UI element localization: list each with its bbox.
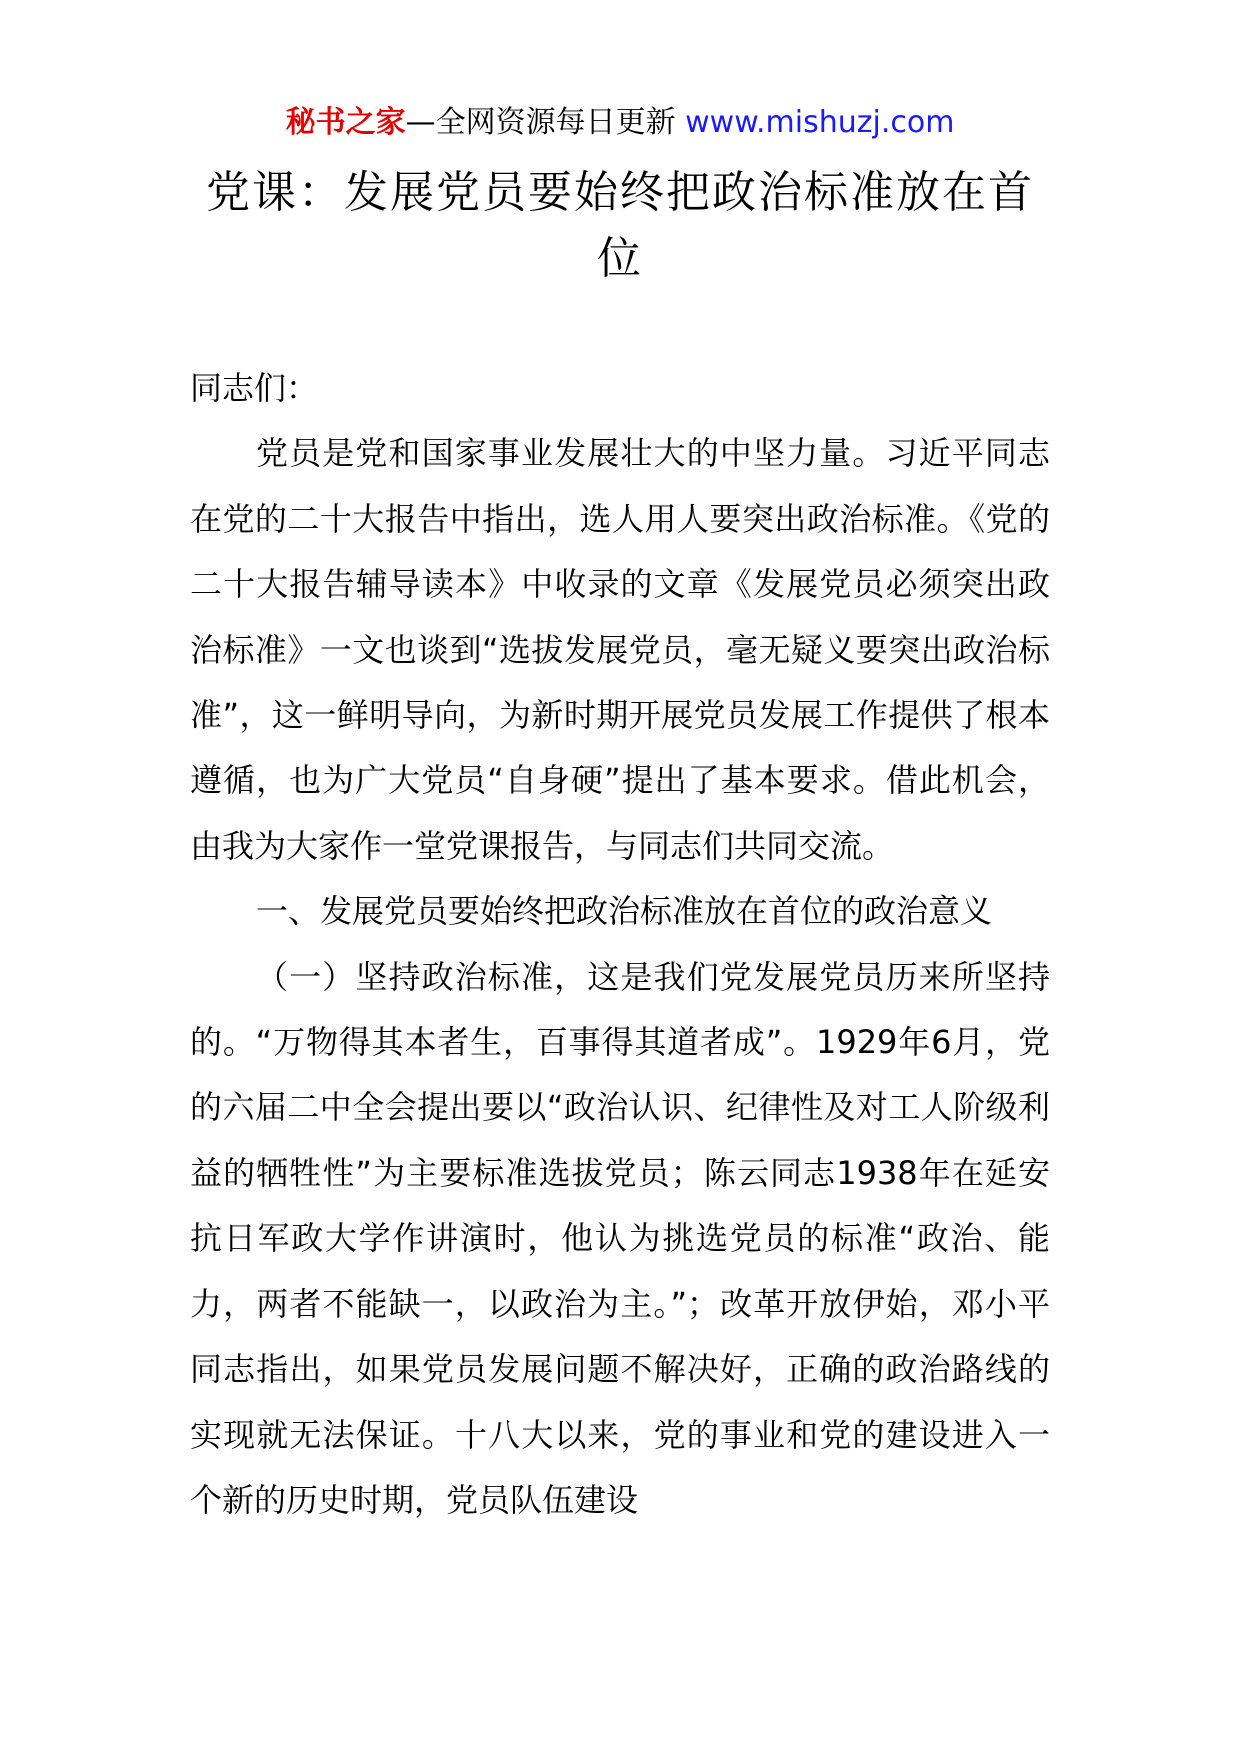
site-header: [0, 98, 1240, 148]
salutation: 同志们：: [190, 369, 319, 407]
document-body: [190, 356, 1050, 1533]
section-heading: 一、发展党员要始终把政治标准放在首位的政治意义: [256, 892, 993, 931]
paragraph-intro: 党员是党和国家事业发展壮大的中坚力量。习近平同志在党的二十大报告中指出，选人用人要突出政治标准。《党的二十大报告辅导读本》中收录的文章《发展党员必须突出政治标准》一文也谈到“选拔发展党员，毫无疑义要突出政治标准”，这一鲜明导向，为新时期开展党员发展工作提供了根本遵循，也为广大党员“自身硬”提出了基本要求。借此机会，由我为大家作一堂党课报告，与同志们共同交流。: [190, 434, 1050, 865]
site-tagline: —全网资源每日更新: [405, 105, 686, 140]
site-url: www.mishuzj.com: [685, 105, 955, 140]
site-brand: 秘书之家: [285, 105, 406, 140]
paragraph-subsection-1: （一）坚持政治标准，这是我们党发展党员历来所坚持的。“万物得其本者生，百事得其道者成”。1929年6月，党的六届二中全会提出要以“政治认识、纪律性及对工人阶级利益的牺牲性”为主要标准选拔党员；陈云同志1938年在延安抗日军政大学作讲演时，他认为挑选党员的标准“政治、能力，两者不能缺一，以政治为主。”；改革开放伊始，邓小平同志指出，如果党员发展问题不解决好，正确的政治路线的实现就无法保证。十八大以来，党的事业和党的建设进入一个新的历史时期，党员队伍建设: [190, 957, 1050, 1519]
document-title: 党课：发展党员要始终把政治标准放在首位: [206, 167, 1034, 284]
